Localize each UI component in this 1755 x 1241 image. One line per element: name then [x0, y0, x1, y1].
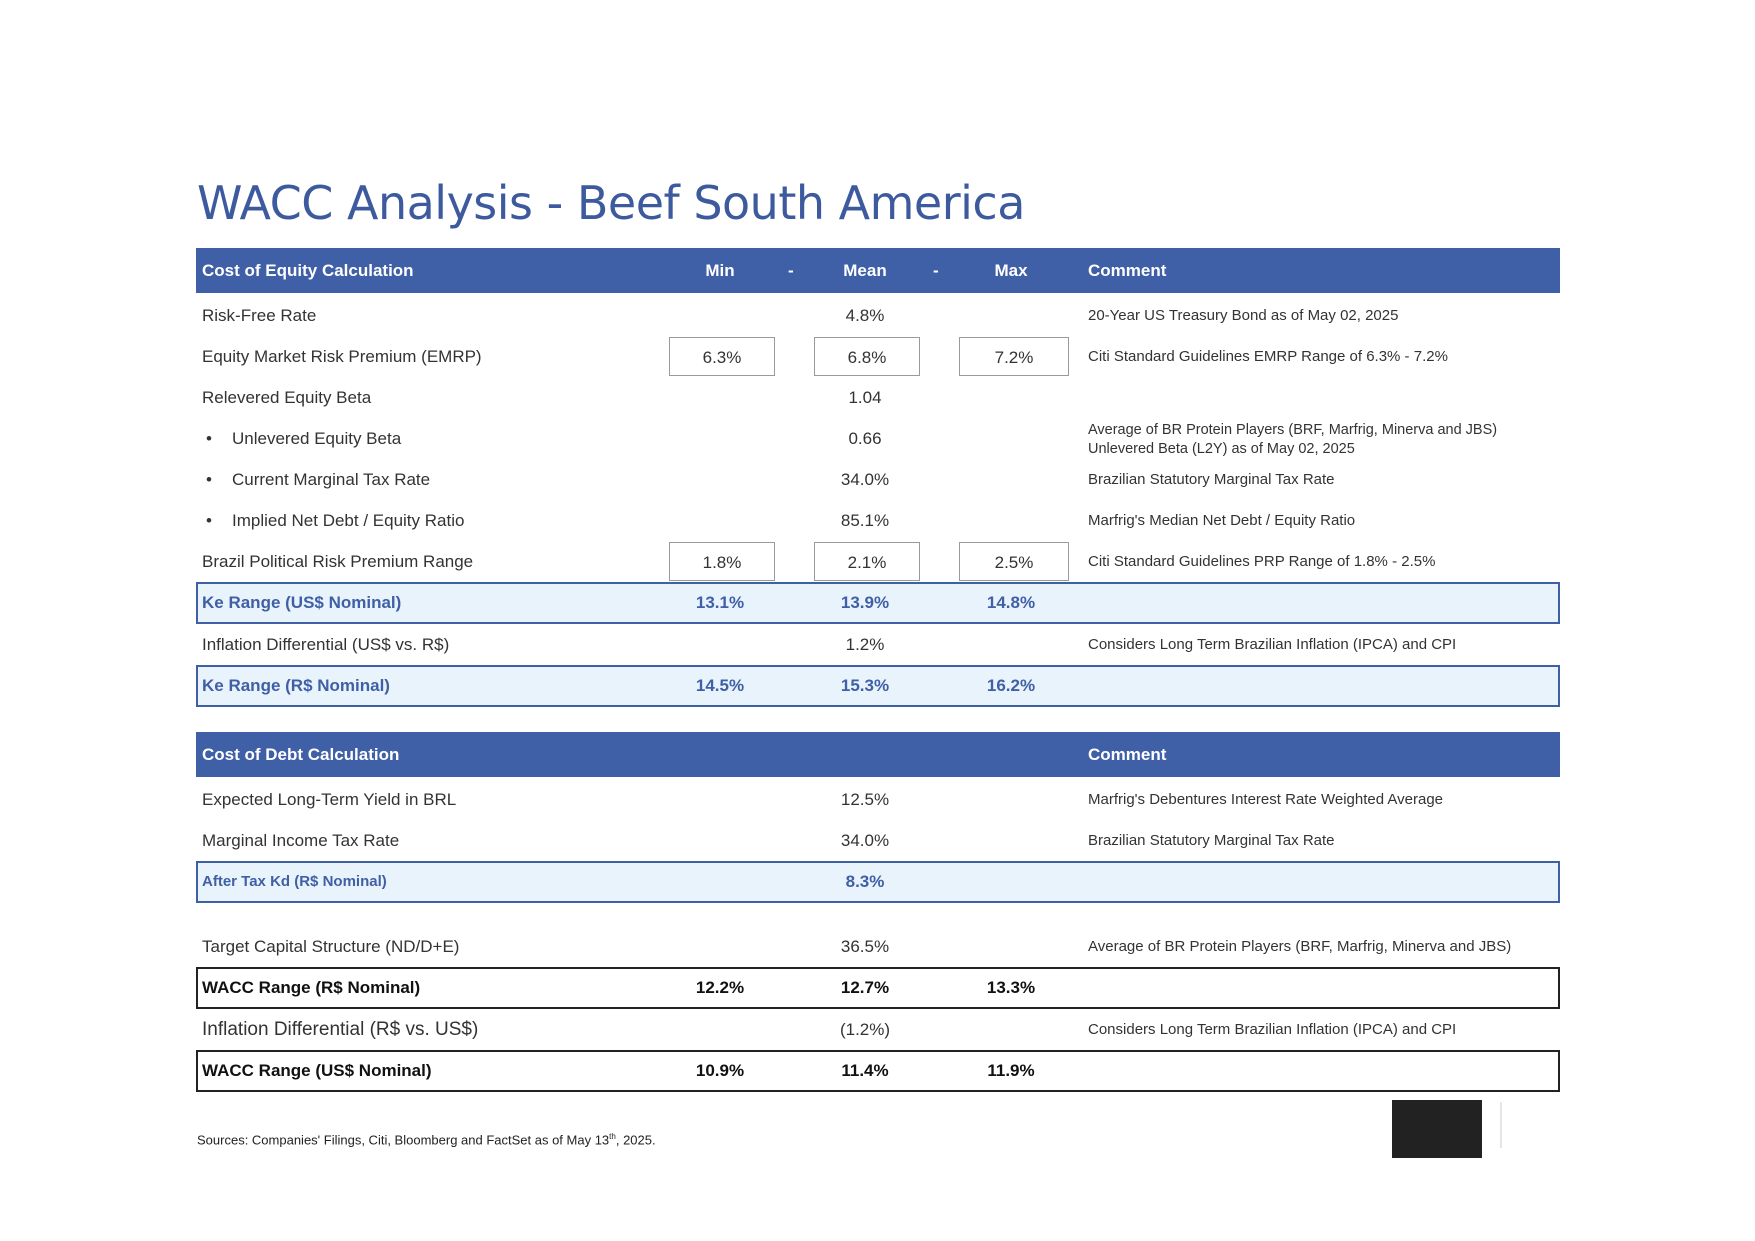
- row-label: Inflation Differential (R$ vs. US$): [202, 1019, 479, 1040]
- row-mean: 12.7%: [840, 978, 890, 997]
- row-label: Unlevered Equity Beta: [232, 429, 402, 448]
- equity-table-header: [196, 248, 1560, 293]
- table-row: [196, 336, 1560, 377]
- row-mean: 34.0%: [840, 470, 890, 489]
- row-label: Ke Range (R$ Nominal): [202, 676, 390, 695]
- row-label: Target Capital Structure (ND/D+E): [202, 937, 460, 956]
- row-mean: 1.2%: [845, 635, 885, 654]
- wacc-brl-row: [196, 967, 1560, 1009]
- table-row: [196, 295, 1560, 336]
- header-min: Min: [705, 261, 735, 280]
- row-label: Inflation Differential (US$ vs. R$): [202, 635, 450, 654]
- row-max: 14.8%: [986, 593, 1036, 612]
- row-max-box: 2.5%: [959, 542, 1069, 581]
- row-mean: 1.04: [848, 388, 882, 407]
- row-mean-box: 6.8%: [814, 337, 920, 376]
- row-comment: Considers Long Term Brazilian Inflation (IPCA) and CPI: [1088, 636, 1457, 653]
- row-label: Implied Net Debt / Equity Ratio: [232, 511, 465, 530]
- row-comment-line1: Average of BR Protein Players (BRF, Marfrig, Minerva and JBS): [1088, 422, 1498, 438]
- table-row: [196, 459, 1560, 500]
- ke-brl-row: [196, 665, 1560, 707]
- divider: [1500, 1102, 1502, 1148]
- row-mean: 15.3%: [840, 676, 890, 695]
- row-label: WACC Range (R$ Nominal): [202, 978, 421, 997]
- row-mean: 85.1%: [840, 511, 890, 530]
- row-label: Ke Range (US$ Nominal): [202, 593, 402, 612]
- row-label: Relevered Equity Beta: [202, 388, 372, 407]
- row-comment: Brazilian Statutory Marginal Tax Rate: [1088, 832, 1335, 849]
- row-mean: 12.5%: [840, 790, 890, 809]
- header-mean: Mean: [843, 261, 887, 280]
- row-comment: 20-Year US Treasury Bond as of May 02, 2025: [1088, 307, 1399, 324]
- ke-usd-row: [196, 582, 1560, 624]
- row-mean: 4.8%: [845, 306, 885, 325]
- table-row: [196, 779, 1560, 820]
- row-mean: 11.4%: [841, 1061, 889, 1080]
- table-row: [196, 377, 1560, 418]
- row-label: Expected Long-Term Yield in BRL: [202, 790, 457, 809]
- row-min: 14.5%: [695, 676, 745, 695]
- row-mean: 36.5%: [840, 937, 890, 956]
- wacc-usd-row: [196, 1050, 1560, 1092]
- kd-row: [196, 861, 1560, 903]
- table-row: [196, 820, 1560, 861]
- header-dash: -: [933, 261, 939, 280]
- source-text: Sources: Companies' Filings, Citi, Bloomberg and FactSet as of May 13: [197, 1132, 610, 1148]
- row-min: 13.1%: [695, 593, 745, 612]
- bullet-icon: •: [206, 511, 212, 530]
- bullet-icon: •: [206, 470, 212, 489]
- row-comment: [1088, 421, 1497, 459]
- row-comment: Citi Standard Guidelines PRP Range of 1.8% - 2.5%: [1088, 553, 1436, 570]
- table-row: [196, 926, 1560, 967]
- row-max-box: 7.2%: [959, 337, 1069, 376]
- row-min-box: 6.3%: [669, 337, 775, 376]
- source-note: [197, 1132, 656, 1147]
- row-comment: Marfrig's Debentures Interest Rate Weighted Average: [1088, 791, 1443, 808]
- row-max: 16.2%: [986, 676, 1036, 695]
- row-mean: (1.2%): [839, 1020, 891, 1039]
- row-comment-line2: Unlevered Beta (L2Y) as of May 02, 2025: [1088, 441, 1355, 457]
- header-comment: Comment: [1088, 261, 1167, 280]
- header-comment: Comment: [1088, 745, 1167, 764]
- row-comment: Brazilian Statutory Marginal Tax Rate: [1088, 471, 1335, 488]
- row-mean: 13.9%: [840, 593, 890, 612]
- row-label: Marginal Income Tax Rate: [202, 831, 400, 850]
- row-mean-box: 2.1%: [814, 542, 920, 581]
- row-label: Brazil Political Risk Premium Range: [202, 552, 474, 571]
- row-max: 13.3%: [986, 978, 1036, 997]
- header-label: Cost of Equity Calculation: [202, 261, 414, 280]
- source-tail: , 2025.: [615, 1132, 656, 1148]
- row-comment: Citi Standard Guidelines EMRP Range of 6.3% - 7.2%: [1088, 348, 1448, 365]
- row-mean: 0.66: [848, 429, 882, 448]
- page-title: WACC Analysis - Beef South America: [197, 176, 1025, 230]
- table-row: [196, 624, 1560, 665]
- bullet-icon: •: [206, 429, 212, 448]
- source-sup: th: [609, 1132, 616, 1141]
- row-min: 12.2%: [695, 978, 745, 997]
- row-min: 10.9%: [695, 1061, 745, 1080]
- debt-table-header: [196, 732, 1560, 777]
- table-row: [196, 500, 1560, 541]
- row-label: Risk-Free Rate: [202, 306, 317, 325]
- row-min-box: 1.8%: [669, 542, 775, 581]
- header-dash: -: [788, 261, 794, 280]
- row-mean: 8.3%: [845, 872, 885, 891]
- header-max: Max: [994, 261, 1028, 280]
- row-label: Current Marginal Tax Rate: [232, 470, 431, 489]
- table-row: [196, 541, 1560, 582]
- logo-block: [1392, 1100, 1482, 1158]
- table-row: [196, 1009, 1560, 1050]
- row-comment: Considers Long Term Brazilian Inflation (IPCA) and CPI: [1088, 1021, 1457, 1038]
- row-label: WACC Range (US$ Nominal): [202, 1061, 432, 1080]
- row-max: 11.9%: [987, 1061, 1035, 1080]
- row-comment: Marfrig's Median Net Debt / Equity Ratio: [1088, 512, 1356, 529]
- header-label: Cost of Debt Calculation: [202, 745, 400, 764]
- row-mean: 34.0%: [840, 831, 890, 850]
- row-label: Equity Market Risk Premium (EMRP): [202, 347, 482, 366]
- row-comment: Average of BR Protein Players (BRF, Marfrig, Minerva and JBS): [1088, 938, 1512, 955]
- row-label: After Tax Kd (R$ Nominal): [202, 873, 387, 890]
- table-row: [196, 418, 1560, 459]
